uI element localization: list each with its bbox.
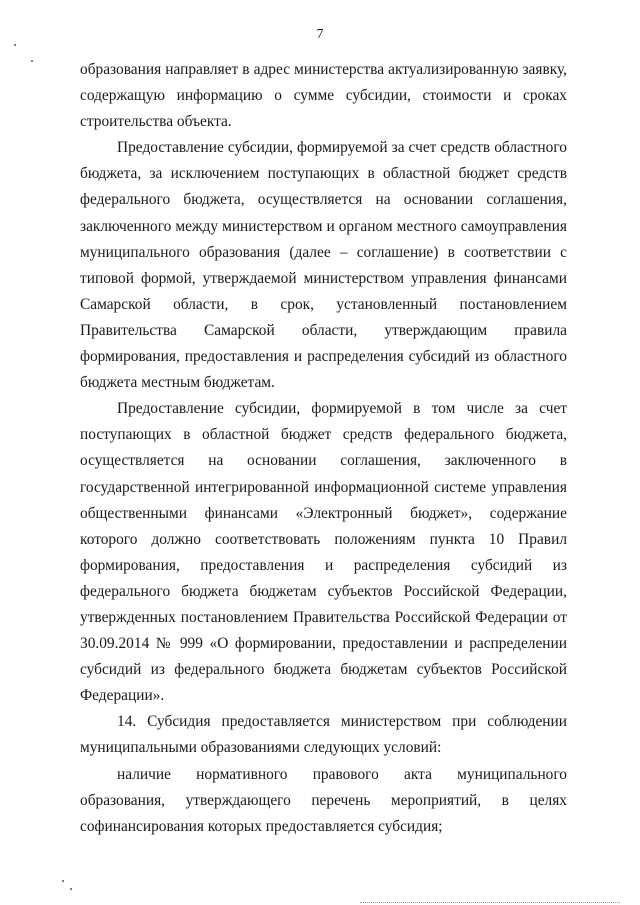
paragraph-regional-budget-subsidy: Предоставление субсидии, формируемой за счет средств областного бюджета, за исключением поступающих в областной бюджет средств федерального бюджета, осуществляется на основании соглашения, заключенного между министерством и органом местного самоуправления муниципального образования (далее – соглашение) в соответствии с типовой формой, утверждаемой министерством управления финансами Самарской области, в срок, установленный постановлением Правительства Самарской области, утверждающим правила формирования, предоставления и распределения субсидий из областного бюджета местным бюджетам. xyxy=(80,139,567,392)
paragraph-continuation: образования направляет в адрес министерства актуализированную заявку, содержащую информацию о сумме субсидии, стоимости и сроках строительства объекта. xyxy=(80,61,567,131)
scan-edge-line xyxy=(360,902,620,903)
paragraph-federal-budget-subsidy: Предоставление субсидии, формируемой в том числе за счет поступающих в областной бюджет средств федерального бюджета, осуществляется на основании соглашения, заключенного в государственной интегрированной информационной системе управления общественными финансами «Электронный бюджет», содержание которого должно соответствовать положениям пункта 10 Правил формирования, предоставления и распределения субсидий из федерального бюджета бюджетам субъектов Российской Федерации, утвержденных постановлением Правительства Российской Федерации от 30.09.2014 № 999 «О формировании, предоставлении и распределении субсидий из федерального бюджета бюджетам субъектов Российской Федерации». xyxy=(80,400,567,705)
scan-speck xyxy=(31,60,33,62)
paragraph-clause-14: 14. Субсидия предоставляется министерством при соблюдении муниципальными образованиями следующих условий: xyxy=(80,713,567,757)
scan-speck xyxy=(70,888,72,890)
page-number: 7 xyxy=(316,27,324,42)
scan-speck xyxy=(14,44,16,46)
scan-speck xyxy=(62,880,64,882)
paragraph-condition-1: наличие нормативного правового акта муниципального образования, утверждающего перечень мероприятий, в целях софинансирования которых предоставляется субсидия; xyxy=(80,765,567,835)
document-body xyxy=(80,57,567,840)
